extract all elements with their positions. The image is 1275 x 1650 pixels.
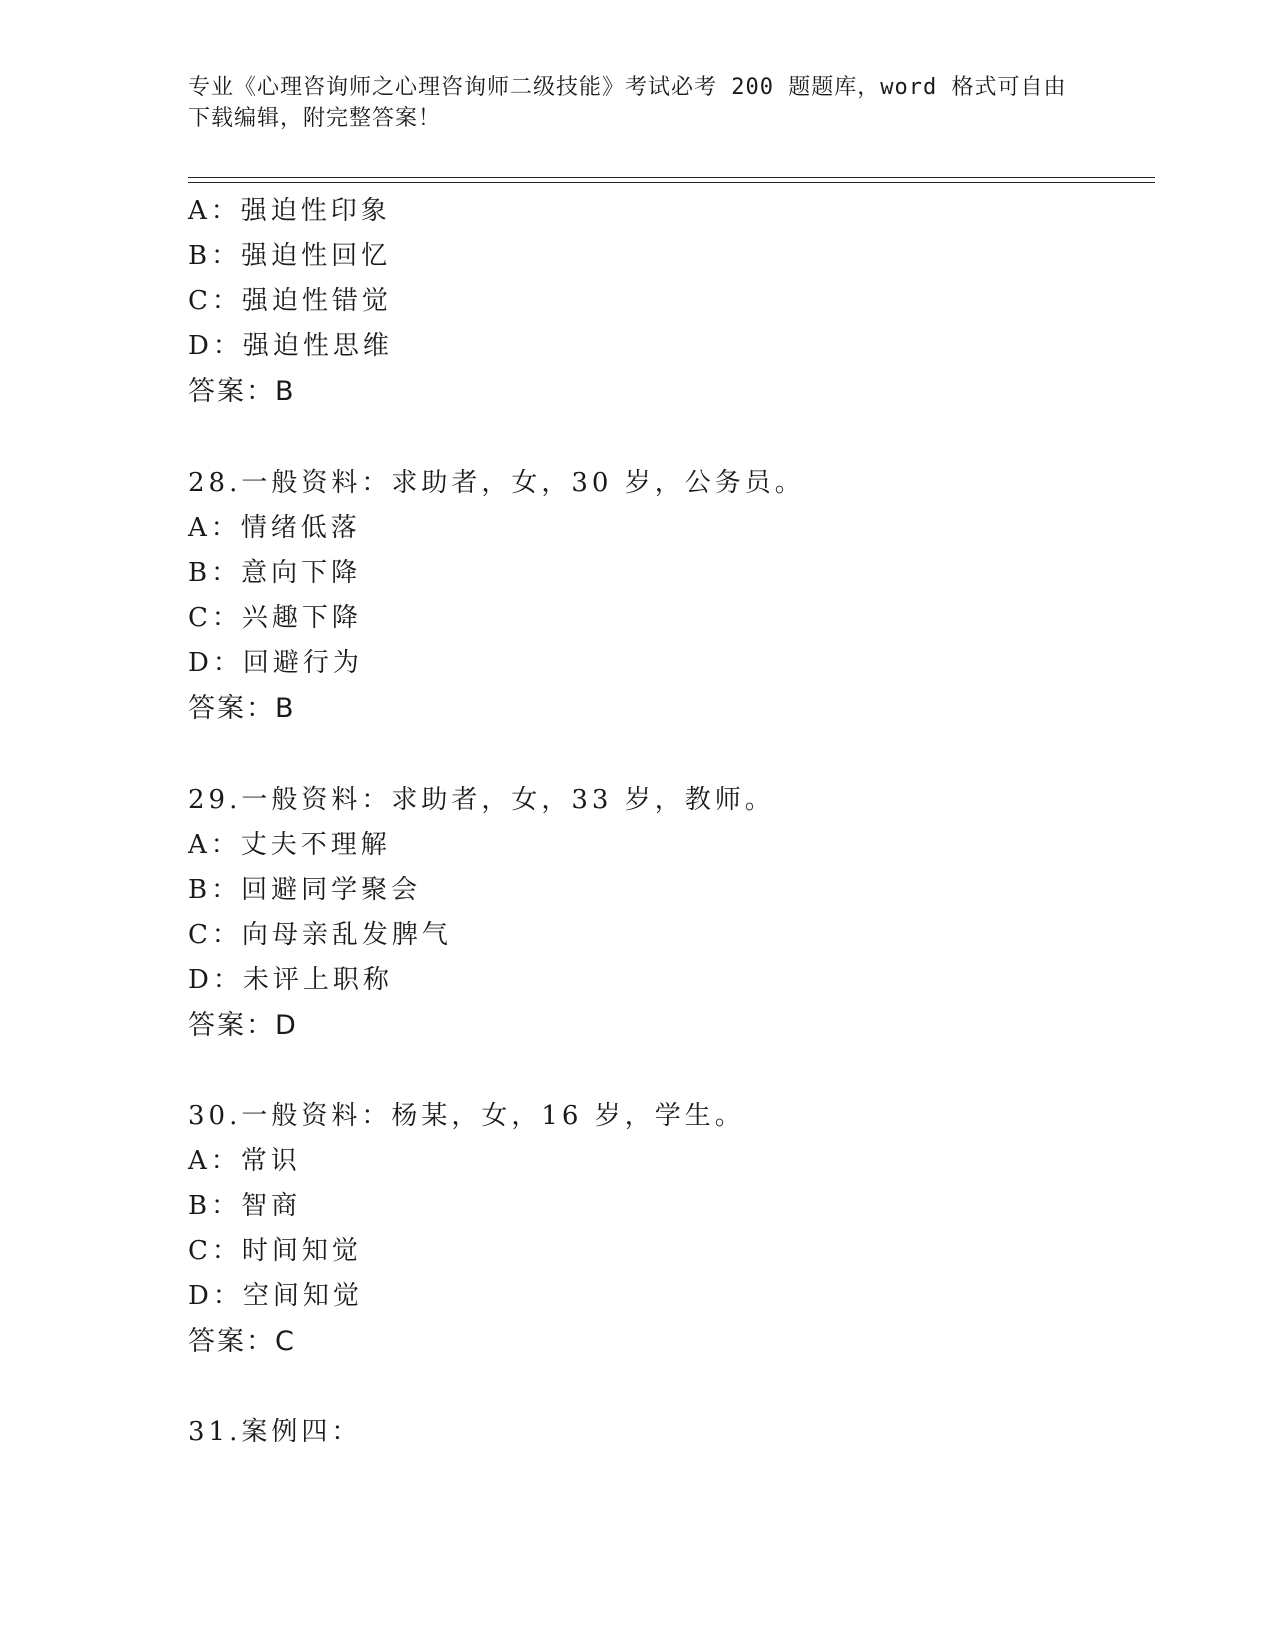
q31-question: 31.案例四： bbox=[188, 1417, 362, 1447]
q28-question: 28.一般资料：求助者，女，30 岁，公务员。 bbox=[188, 468, 805, 498]
q30-option-d: D：空间知觉 bbox=[188, 1281, 363, 1311]
q29-question: 29.一般资料：求助者，女，33 岁，教师。 bbox=[188, 785, 775, 815]
q30-option-b: B：智商 bbox=[188, 1191, 302, 1221]
q29-option-a: A：丈夫不理解 bbox=[188, 830, 391, 860]
q29-option-c: C：向母亲乱发脾气 bbox=[188, 920, 452, 950]
q28-option-b: B：意向下降 bbox=[188, 558, 362, 588]
q30-option-a: A：常识 bbox=[188, 1146, 301, 1176]
q27-option-b: B：强迫性回忆 bbox=[188, 241, 392, 271]
q30-option-c: C：时间知觉 bbox=[188, 1236, 362, 1266]
q27-option-c: C：强迫性错觉 bbox=[188, 286, 392, 316]
header-divider-top bbox=[188, 177, 1155, 178]
q29-answer: 答案：D bbox=[188, 1010, 298, 1041]
q28-option-d: D：回避行为 bbox=[188, 648, 363, 678]
q30-question: 30.一般资料：杨某，女，16 岁，学生。 bbox=[188, 1101, 745, 1131]
q28-answer: 答案：B bbox=[188, 693, 296, 724]
q27-answer: 答案：B bbox=[188, 376, 296, 407]
header-divider-bottom bbox=[188, 182, 1155, 183]
document-header: 专业《心理咨询师之心理咨询师二级技能》考试必考 200 题题库，word 格式可自由下载编辑，附完整答案！ bbox=[188, 75, 1067, 131]
q28-option-a: A：情绪低落 bbox=[188, 513, 361, 543]
q30-answer: 答案：C bbox=[188, 1326, 296, 1357]
q29-option-b: B：回避同学聚会 bbox=[188, 875, 422, 905]
q28-option-c: C：兴趣下降 bbox=[188, 603, 362, 633]
q27-option-d: D：强迫性思维 bbox=[188, 331, 393, 361]
q27-option-a: A：强迫性印象 bbox=[188, 196, 391, 226]
q29-option-d: D：未评上职称 bbox=[188, 965, 393, 995]
